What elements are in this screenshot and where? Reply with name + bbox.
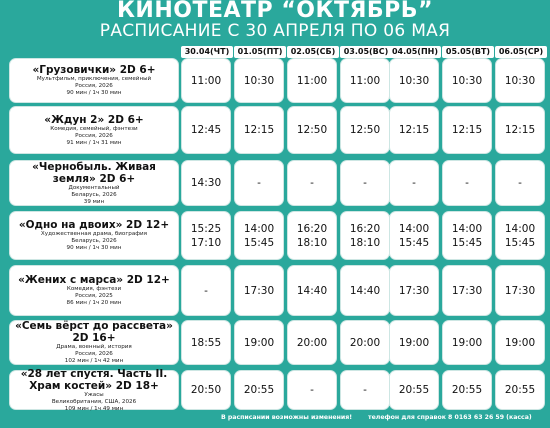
showtime: 10:30 [451,74,483,87]
movie-title: «28 лет спустя. Часть II. Храм костей» 2D 18+ [20,367,168,392]
showtime: 20:55 [243,384,275,396]
showtime: 15:45 [243,236,275,249]
showtime: 12:15 [451,124,483,136]
movie-country-year: Россия, 2026 [75,132,113,139]
showtime: 12:15 [398,124,430,136]
showtime-cell [442,58,492,103]
showtime: 14:40 [296,284,328,297]
footer [181,412,550,424]
showtime-cell [389,160,439,206]
movie-country-year: Россия, 2026 [75,83,113,89]
movie-title: «Чернобыль. Живая земля» 2D 6+ [32,160,156,185]
showtime: 15:45 [504,236,536,249]
showtime-cell [495,58,545,103]
showtime-cell [389,58,439,103]
showtime: - [518,177,522,189]
movie-genre: Комедия, семейный, фэнтези [50,125,138,132]
movie-title: «Семь вёрст до рассвета» 2D 16+ [15,320,173,344]
showtime: 20:50 [190,384,222,396]
day-header: 02.05(СБ) [287,46,339,58]
showtime: 17:10 [190,236,222,249]
movie-card [9,367,179,412]
showtime-cell [389,211,439,260]
showtime-cell [442,160,492,206]
showtime-cell [287,106,337,154]
showtime-cell [340,106,390,154]
showtime: - [310,177,314,189]
showtime-cell [287,265,337,316]
movie-card [9,265,179,316]
showtime-cell [234,58,284,103]
movie-title: «Ждун 2» 2D 6+ [44,113,144,126]
showtime-cell [340,320,390,365]
showtime-cell [181,106,231,154]
movie-card [9,320,179,365]
cinema-title: КИНОТЕАТР “ОКТЯБРЬ” [116,0,434,23]
showtime: 18:10 [296,236,328,249]
showtime: 14:30 [190,177,222,189]
showtime-cell [287,320,337,365]
showtime-cell [442,320,492,365]
showtime: 16:20 [296,222,328,235]
showtime: 17:30 [451,284,483,297]
showtime-cell [442,106,492,154]
day-header: 05.05(ВТ) [442,46,494,58]
showtime-cell [495,320,545,365]
showtime-cell [442,265,492,316]
day-header: 04.05(ПН) [389,46,441,58]
movie-country-year: Беларусь, 2026 [71,191,117,198]
movie-genre: Документальный [68,184,120,191]
day-header: 03.05(ВС) [340,46,392,58]
showtime: 17:30 [398,284,430,297]
schedule-change-notice: В расписании возможны изменения! [221,414,353,421]
header [0,0,550,44]
movie-genre: Комедия, фэнтези [66,286,122,292]
movie-title: «Жених с марса» 2D 12+ [18,274,170,286]
movie-country-year: Россия, 2025 [75,293,113,299]
showtime-cell [340,58,390,103]
showtime-cell [287,211,337,260]
showtime: 14:00 [451,222,483,235]
showtime: 12:50 [296,124,328,136]
showtime: 15:45 [451,236,483,249]
movie-duration: 90 мин / 1ч 30 мин [66,90,122,96]
movie-card [9,211,179,260]
showtime-cell [234,320,284,365]
showtime-cell [287,160,337,206]
showtime-cell [181,370,231,410]
showtime-cell [442,211,492,260]
showtime-cell [340,265,390,316]
schedule-subtitle: РАСПИСАНИЕ С 30 АПРЕЛЯ ПО 06 МАЯ [99,21,451,41]
movie-card [9,160,179,206]
showtime: 14:00 [243,222,275,235]
showtime-cell [181,160,231,206]
showtime-cell [287,58,337,103]
showtime: 19:00 [243,336,275,349]
showtime: 10:30 [243,74,275,87]
showtime: 12:50 [349,124,381,136]
showtime-cell [181,320,231,365]
showtime: - [363,384,367,396]
showtime: - [204,284,208,297]
showtime: - [412,177,416,189]
movie-genre: Художественная драма, биография [40,231,148,237]
movie-duration: 39 мин [83,198,105,205]
showtime-cell [389,265,439,316]
movie-country-year: Великобритания, США, 2026 [51,398,137,405]
showtime: 20:55 [504,384,536,396]
showtime: 20:00 [296,336,328,349]
showtime: 14:40 [349,284,381,297]
showtime: - [363,177,367,189]
day-header: 06.05(СР) [495,46,547,58]
showtime-cell [495,370,545,410]
showtime: 14:00 [504,222,536,235]
movie-genre: Ужасы [84,391,104,398]
movie-genre: Драма, военный, история [56,344,132,350]
showtime: 20:55 [398,384,430,396]
movie-title: «Грузовички» 2D 6+ [32,64,156,76]
showtime: 11:00 [349,74,381,87]
showtime-cell [495,106,545,154]
day-header: 01.05(ПТ) [234,46,286,58]
showtime-cell [234,370,284,410]
showtime-cell [340,211,390,260]
movie-country-year: Россия, 2026 [75,351,113,357]
movie-duration: 91 мин / 1ч 31 мин [66,139,122,146]
showtime-cell [287,370,337,410]
showtime-cell [234,265,284,316]
showtime: 16:20 [349,222,381,235]
movie-card [9,106,179,154]
showtime: 14:00 [398,222,430,235]
showtime: 18:10 [349,236,381,249]
showtime: 10:30 [504,74,536,87]
showtime: 20:00 [349,336,381,349]
showtime-cell [495,160,545,206]
movie-country-year: Беларусь, 2026 [71,238,117,244]
showtime: 12:15 [243,124,275,136]
showtime-cell [389,106,439,154]
movie-card [9,58,179,103]
showtime: 10:30 [398,74,430,87]
showtime: 19:00 [504,336,536,349]
showtime-cell [181,265,231,316]
movie-duration: 109 мин / 1ч 49 мин [64,405,124,412]
showtime: 19:00 [398,336,430,349]
showtime-cell [234,106,284,154]
info-phone: телефон для справок 8 0163 63 26 59 (касса) [368,414,532,421]
showtime-cell [442,370,492,410]
showtime: 11:00 [190,74,222,87]
showtime: - [310,384,314,396]
showtime: - [465,177,469,189]
showtime-cell [234,160,284,206]
showtime-cell [234,211,284,260]
showtime-cell [340,370,390,410]
showtime: 17:30 [243,284,275,297]
showtime-cell [181,211,231,260]
movie-genre: Мультфильм, приключения, семейный [36,76,152,82]
day-header-row [181,46,548,58]
showtime: 20:55 [451,384,483,396]
showtime-cell [495,211,545,260]
showtime: 19:00 [451,336,483,349]
showtime-cell [181,58,231,103]
showtime-cell [389,370,439,410]
showtime-cell [389,320,439,365]
showtime: 12:15 [504,124,536,136]
movie-duration: 90 мин / 1ч 30 мин [66,245,122,251]
movie-title: «Одно на двоих» 2D 12+ [18,219,170,231]
movie-duration: 86 мин / 1ч 20 мин [66,300,122,306]
showtime: - [257,177,261,189]
movie-duration: 102 мин / 1ч 42 мин [64,358,124,364]
showtime: 18:55 [190,336,222,349]
showtime-cell [495,265,545,316]
day-header: 30.04(ЧТ) [181,46,233,58]
showtime: 11:00 [296,74,328,87]
showtime: 12:45 [190,124,222,136]
showtime: 15:45 [398,236,430,249]
showtime: 15:25 [190,222,222,235]
showtime: 17:30 [504,284,536,297]
showtime-cell [340,160,390,206]
